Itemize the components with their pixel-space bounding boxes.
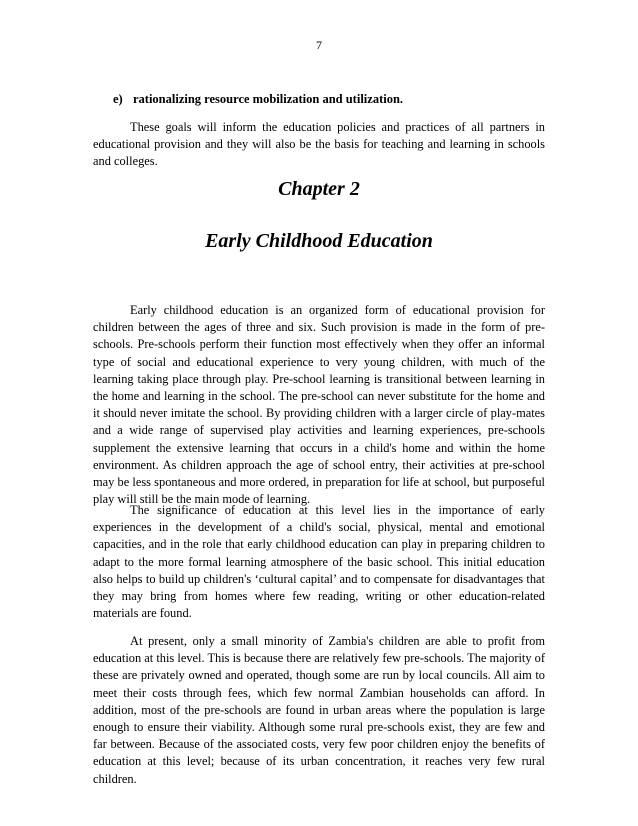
body-paragraph-1: Early childhood education is an organized form of educational provision for children between the ages of three and six. Such provision is made in the form of pre-schools. Pre-schools perform their function most effectively when they offer an informal type of social and educational experience to very young children, with much of the learning taking place through play. Pre-school learning is transitional between learning in the home and learning in the school. The pre-school can never substitute for the home and it should never imitate the school. By providing children with a larger circle of play-mates and a wide range of supervised play activities and learning experiences, pre-schools supplement the extensive learning that occurs in a child's home and within the home environment. As children approach the age of school entry, their activities at pre-school may be less spontaneous and more ordered, in preparation for life at school, but purposeful play will still be the main mode of learning. [93,303,545,507]
chapter-title: Early Childhood Education [205,230,433,252]
intro-paragraph: These goals will inform the education policies and practices of all partners in educational provision and they will also be the basis for teaching and learning in schools and colleges. [93,120,545,169]
list-item-e [113,92,403,107]
body-paragraph-2: The significance of education at this level lies in the importance of early experiences in the development of a child's social, physical, mental and emotional capacities, and in the role that early childhood education can play in preparing children to adapt to the more formal learning atmosphere of the basic school. This initial education also helps to build up children's ‘cultural capital’ and to compensate for disadvantages that they may bring from homes where few reading, writing or other education-related materials are found. [93,503,545,621]
page-number: 7 [316,38,322,52]
body-paragraph-3: At present, only a small minority of Zambia's children are able to profit from education at this level. This is because there are relatively few pre-schools. The majority of these are privately owned and operated, though some are run by local councils. All aim to meet their costs through fees, which few normal Zambian households can afford. In addition, most of the pre-schools are found in urban areas where the population is large enough to ensure their viability. Although some rural pre-schools exist, they are few and far between. Because of the associated costs, very few poor children enjoy the benefits of education at this level; because of its urban concentration, it reaches very few rural children. [93,634,545,786]
list-marker: e) [113,92,123,106]
chapter-number: Chapter 2 [278,178,360,200]
list-item-text: rationalizing resource mobilization and utilization. [133,92,404,106]
